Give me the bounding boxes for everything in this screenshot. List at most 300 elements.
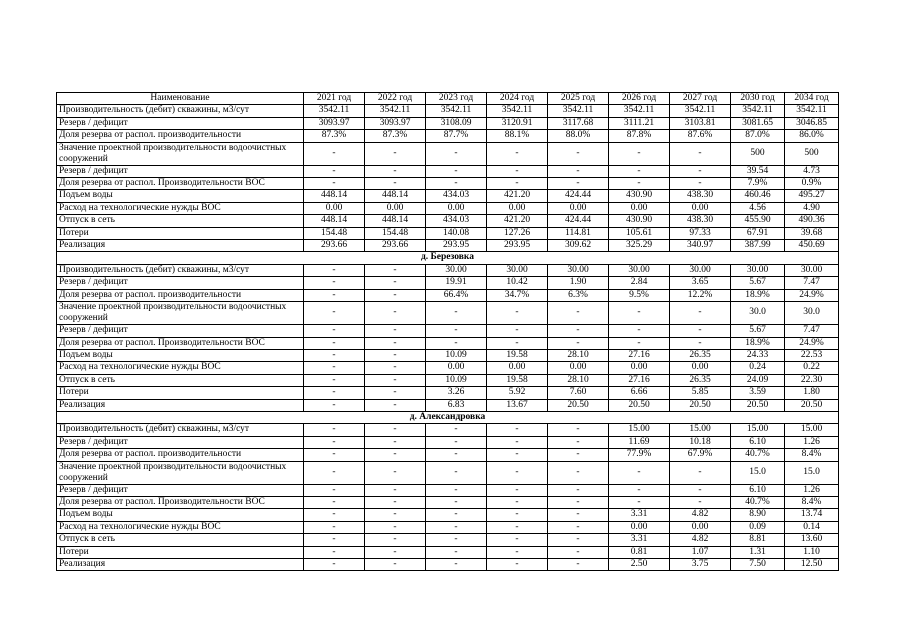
table-cell: 30.00 <box>609 264 670 276</box>
table-cell: - <box>365 277 426 289</box>
row-label: Доля резерва от распол. Производительности ВОС <box>57 337 304 349</box>
table-cell: - <box>548 325 609 337</box>
table-cell: 15.00 <box>609 424 670 436</box>
table-cell: 140.08 <box>426 227 487 239</box>
table-cell: 6.10 <box>731 436 785 448</box>
row-label: Значение проектной производительности водоочистных сооружений <box>57 302 304 325</box>
table-cell: - <box>304 449 365 461</box>
table-cell: 7.60 <box>548 387 609 399</box>
table-cell: - <box>426 424 487 436</box>
table-cell: 30.00 <box>670 264 731 276</box>
table-cell: - <box>670 325 731 337</box>
table-cell: 0.00 <box>487 202 548 214</box>
table-cell: - <box>548 178 609 190</box>
table-cell: 424.44 <box>548 190 609 202</box>
table-cell: 15.0 <box>785 461 839 484</box>
table-cell: 24.09 <box>731 374 785 386</box>
table-cell: 387.99 <box>731 240 785 252</box>
table-cell: - <box>304 559 365 571</box>
table-cell: 13.74 <box>785 509 839 521</box>
table-cell: 455.90 <box>731 215 785 227</box>
table-cell: 8.4% <box>785 449 839 461</box>
row-label: Доля резерва от распол. Производительности ВОС <box>57 496 304 508</box>
table-cell: 5.85 <box>670 387 731 399</box>
table-cell: 438.30 <box>670 190 731 202</box>
table-row <box>57 202 839 214</box>
table-cell: - <box>548 302 609 325</box>
table-cell: 30.00 <box>548 264 609 276</box>
table-cell: 3.59 <box>731 387 785 399</box>
table-cell: - <box>304 387 365 399</box>
table-cell: 0.00 <box>670 362 731 374</box>
table-cell: 87.7% <box>426 130 487 142</box>
table-cell: - <box>365 337 426 349</box>
row-label: Отпуск в сеть <box>57 374 304 386</box>
row-label: Доля резерва от распол. производительности <box>57 130 304 142</box>
table-cell: 3103.81 <box>670 117 731 129</box>
table-cell: 460.46 <box>731 190 785 202</box>
table-cell: 3093.97 <box>365 117 426 129</box>
table-cell: 5.67 <box>731 277 785 289</box>
table-cell: 0.00 <box>609 521 670 533</box>
table-cell: 430.90 <box>609 190 670 202</box>
table-cell: 28.10 <box>548 374 609 386</box>
table-cell: - <box>609 325 670 337</box>
table-cell: - <box>365 142 426 165</box>
row-label: Резерв / дефицит <box>57 484 304 496</box>
table-cell: 490.36 <box>785 215 839 227</box>
table-cell: 30.00 <box>731 264 785 276</box>
table-cell: 27.16 <box>609 374 670 386</box>
table-cell: 22.53 <box>785 349 839 361</box>
table-cell: 6.3% <box>548 289 609 301</box>
table-cell: - <box>304 374 365 386</box>
table-cell: 0.00 <box>609 362 670 374</box>
table-cell: 0.14 <box>785 521 839 533</box>
table-cell: 424.44 <box>548 215 609 227</box>
table-cell: - <box>548 534 609 546</box>
table-cell: 7.47 <box>785 325 839 337</box>
table-cell: 3542.11 <box>670 105 731 117</box>
table-cell: 421.20 <box>487 215 548 227</box>
table-cell: 86.0% <box>785 130 839 142</box>
table-row <box>57 362 839 374</box>
table-cell: - <box>426 337 487 349</box>
header-year: 2027 год <box>670 93 731 105</box>
row-label: Реализация <box>57 559 304 571</box>
table-cell: 39.68 <box>785 227 839 239</box>
table-cell: - <box>365 521 426 533</box>
table-cell: - <box>487 509 548 521</box>
table-cell: - <box>670 142 731 165</box>
table-cell: 105.61 <box>609 227 670 239</box>
table-cell: - <box>487 546 548 558</box>
table-cell: - <box>548 424 609 436</box>
table-cell: 39.54 <box>731 165 785 177</box>
table-cell: - <box>304 399 365 411</box>
table-cell: 10.09 <box>426 374 487 386</box>
table-cell: 309.62 <box>548 240 609 252</box>
table-cell: - <box>670 337 731 349</box>
table-cell: 3542.11 <box>426 105 487 117</box>
table-row <box>57 546 839 558</box>
table-cell: 9.5% <box>609 289 670 301</box>
table-cell: - <box>548 509 609 521</box>
header-year: 2030 год <box>731 93 785 105</box>
table-cell: 26.35 <box>670 349 731 361</box>
table-row <box>57 142 839 165</box>
table-cell: 3.65 <box>670 277 731 289</box>
table-cell: 8.90 <box>731 509 785 521</box>
table-cell: - <box>365 362 426 374</box>
table-cell: 87.3% <box>304 130 365 142</box>
table-row <box>57 325 839 337</box>
table-cell: - <box>304 436 365 448</box>
table-cell: 3093.97 <box>304 117 365 129</box>
table-cell: 18.9% <box>731 337 785 349</box>
header-row <box>57 93 839 105</box>
table-body <box>57 105 839 571</box>
table-cell: - <box>426 436 487 448</box>
table-cell: 154.48 <box>304 227 365 239</box>
header-year: 2034 год <box>785 93 839 105</box>
table-cell: 448.14 <box>304 215 365 227</box>
table-cell: - <box>487 178 548 190</box>
table-cell: 448.14 <box>304 190 365 202</box>
table-cell: 8.81 <box>731 534 785 546</box>
table-row <box>57 387 839 399</box>
table-cell: 1.31 <box>731 546 785 558</box>
table-cell: 19.58 <box>487 374 548 386</box>
table-cell: 20.50 <box>731 399 785 411</box>
table-cell: - <box>365 165 426 177</box>
table-cell: - <box>365 436 426 448</box>
table-cell: - <box>304 337 365 349</box>
table-row <box>57 436 839 448</box>
table-cell: - <box>670 178 731 190</box>
table-cell: 500 <box>785 142 839 165</box>
table-cell: - <box>365 289 426 301</box>
table-cell: 87.6% <box>670 130 731 142</box>
table-row <box>57 227 839 239</box>
table-cell: - <box>365 449 426 461</box>
table-cell: 0.00 <box>426 202 487 214</box>
header-year: 2022 год <box>365 93 426 105</box>
table-cell: 0.81 <box>609 546 670 558</box>
row-label: Расход на технологические нужды ВОС <box>57 362 304 374</box>
table-cell: 0.24 <box>731 362 785 374</box>
table-cell: 2.84 <box>609 277 670 289</box>
table-cell: - <box>548 521 609 533</box>
table-cell: 97.33 <box>670 227 731 239</box>
table-cell: 1.07 <box>670 546 731 558</box>
row-label: Резерв / дефицит <box>57 277 304 289</box>
table-cell: 0.00 <box>304 202 365 214</box>
table-cell: 293.66 <box>304 240 365 252</box>
table-cell: - <box>548 449 609 461</box>
table-row <box>57 399 839 411</box>
table-cell: - <box>304 509 365 521</box>
section-header-row <box>57 411 839 423</box>
table-cell: - <box>304 165 365 177</box>
table-row <box>57 215 839 227</box>
table-cell: - <box>487 165 548 177</box>
table-cell: 15.00 <box>670 424 731 436</box>
table-cell: - <box>365 178 426 190</box>
table-cell: 0.00 <box>670 202 731 214</box>
table-cell: - <box>426 484 487 496</box>
table-cell: - <box>426 302 487 325</box>
table-cell: - <box>426 496 487 508</box>
table-cell: 127.26 <box>487 227 548 239</box>
table-cell: 1.10 <box>785 546 839 558</box>
table-cell: 293.95 <box>487 240 548 252</box>
table-cell: - <box>426 509 487 521</box>
row-label: Потери <box>57 227 304 239</box>
table-cell: - <box>548 436 609 448</box>
table-row <box>57 190 839 202</box>
table-cell: - <box>487 521 548 533</box>
table-cell: 87.8% <box>609 130 670 142</box>
row-label: Резерв / дефицит <box>57 325 304 337</box>
table-cell: - <box>609 165 670 177</box>
table-cell: 26.35 <box>670 374 731 386</box>
table-cell: 5.67 <box>731 325 785 337</box>
table-cell: - <box>609 302 670 325</box>
table-cell: - <box>365 546 426 558</box>
table-cell: - <box>426 325 487 337</box>
row-label: Подъем воды <box>57 349 304 361</box>
row-label: Реализация <box>57 240 304 252</box>
table-cell: - <box>609 337 670 349</box>
table-cell: - <box>426 521 487 533</box>
table-cell: 448.14 <box>365 215 426 227</box>
table-cell: - <box>365 461 426 484</box>
table-cell: - <box>487 302 548 325</box>
table-cell: - <box>365 496 426 508</box>
table-cell: - <box>548 559 609 571</box>
table-cell: 13.60 <box>785 534 839 546</box>
table-cell: - <box>304 534 365 546</box>
table-cell: 66.4% <box>426 289 487 301</box>
row-label: Значение проектной производительности водоочистных сооружений <box>57 461 304 484</box>
table-cell: - <box>670 302 731 325</box>
table-cell: 3542.11 <box>304 105 365 117</box>
section-title: д. Александровка <box>57 411 839 423</box>
table-cell: - <box>548 546 609 558</box>
table-cell: 1.26 <box>785 484 839 496</box>
table-cell: - <box>609 178 670 190</box>
table-cell: 0.22 <box>785 362 839 374</box>
table-cell: 0.00 <box>670 521 731 533</box>
table-row <box>57 130 839 142</box>
table-cell: 0.00 <box>365 202 426 214</box>
table-cell: 6.83 <box>426 399 487 411</box>
table-cell: 3.31 <box>609 509 670 521</box>
table-cell: - <box>426 546 487 558</box>
table-cell: 19.58 <box>487 349 548 361</box>
table-cell: - <box>426 449 487 461</box>
table-cell: 293.95 <box>426 240 487 252</box>
row-label: Резерв / дефицит <box>57 436 304 448</box>
table-cell: - <box>365 387 426 399</box>
table-cell: 0.9% <box>785 178 839 190</box>
table-cell: - <box>426 165 487 177</box>
table-cell: 154.48 <box>365 227 426 239</box>
row-label: Производительность (дебит) скважины, м3/сут <box>57 424 304 436</box>
table-cell: - <box>426 142 487 165</box>
table-cell: - <box>365 302 426 325</box>
table-cell: 0.09 <box>731 521 785 533</box>
section-title: д. Березовка <box>57 252 839 264</box>
row-label: Расход на технологические нужды ВОС <box>57 521 304 533</box>
table-row <box>57 559 839 571</box>
table-cell: 30.0 <box>731 302 785 325</box>
table-cell: - <box>304 496 365 508</box>
table-cell: - <box>548 461 609 484</box>
table-cell: - <box>487 484 548 496</box>
table-cell: - <box>365 559 426 571</box>
table-row <box>57 484 839 496</box>
table-cell: 20.50 <box>609 399 670 411</box>
table-cell: - <box>487 461 548 484</box>
table-cell: 0.00 <box>548 362 609 374</box>
table-cell: 40.7% <box>731 449 785 461</box>
table-cell: - <box>426 178 487 190</box>
table-cell: 7.9% <box>731 178 785 190</box>
table-cell: 20.50 <box>670 399 731 411</box>
table-cell: - <box>365 424 426 436</box>
table-cell: - <box>304 142 365 165</box>
table-cell: 15.00 <box>785 424 839 436</box>
table-cell: 18.9% <box>731 289 785 301</box>
table-cell: 293.66 <box>365 240 426 252</box>
table-cell: 15.00 <box>731 424 785 436</box>
table-cell: 4.82 <box>670 534 731 546</box>
table-cell: - <box>304 546 365 558</box>
table-cell: - <box>304 302 365 325</box>
table-cell: 3.31 <box>609 534 670 546</box>
table-cell: - <box>365 325 426 337</box>
table-cell: 114.81 <box>548 227 609 239</box>
table-cell: - <box>365 509 426 521</box>
table-cell: - <box>487 449 548 461</box>
table-cell: 3542.11 <box>548 105 609 117</box>
table-cell: 15.0 <box>731 461 785 484</box>
table-cell: 5.92 <box>487 387 548 399</box>
table-cell: 4.56 <box>731 202 785 214</box>
table-cell: 3542.11 <box>609 105 670 117</box>
table-cell: 438.30 <box>670 215 731 227</box>
table-cell: 6.66 <box>609 387 670 399</box>
table-row <box>57 264 839 276</box>
table-cell: 40.7% <box>731 496 785 508</box>
table-cell: - <box>365 399 426 411</box>
row-label: Подъем воды <box>57 190 304 202</box>
table-cell: 0.00 <box>548 202 609 214</box>
table-cell: - <box>426 461 487 484</box>
table-cell: - <box>304 264 365 276</box>
table-cell: - <box>304 461 365 484</box>
table-cell: - <box>365 349 426 361</box>
table-cell: 24.33 <box>731 349 785 361</box>
table-cell: 10.09 <box>426 349 487 361</box>
table-cell: 67.91 <box>731 227 785 239</box>
table-cell: - <box>365 374 426 386</box>
table-row <box>57 337 839 349</box>
table-cell: - <box>304 277 365 289</box>
table-cell: 7.47 <box>785 277 839 289</box>
table-cell: 3117.68 <box>548 117 609 129</box>
table-cell: 19.91 <box>426 277 487 289</box>
table-row <box>57 240 839 252</box>
table-cell: 0.00 <box>487 362 548 374</box>
table-cell: - <box>304 289 365 301</box>
table-cell: 8.4% <box>785 496 839 508</box>
table-cell: - <box>304 362 365 374</box>
table-cell: 421.20 <box>487 190 548 202</box>
row-label: Расход на технологические нужды ВОС <box>57 202 304 214</box>
table-cell: 7.50 <box>731 559 785 571</box>
table-cell: 30.00 <box>426 264 487 276</box>
table-cell: 87.0% <box>731 130 785 142</box>
table-cell: 30.00 <box>487 264 548 276</box>
table-row <box>57 534 839 546</box>
table-cell: 430.90 <box>609 215 670 227</box>
table-cell: - <box>426 559 487 571</box>
table-cell: - <box>487 337 548 349</box>
table-cell: 3542.11 <box>365 105 426 117</box>
table-cell: 12.50 <box>785 559 839 571</box>
table-cell: - <box>487 325 548 337</box>
table-cell: 12.2% <box>670 289 731 301</box>
table-cell: 340.97 <box>670 240 731 252</box>
table-cell: - <box>609 484 670 496</box>
table-row <box>57 374 839 386</box>
table-row <box>57 117 839 129</box>
row-label: Резерв / дефицит <box>57 117 304 129</box>
row-label: Потери <box>57 387 304 399</box>
table-cell: - <box>548 165 609 177</box>
table-cell: - <box>548 142 609 165</box>
table-cell: 1.26 <box>785 436 839 448</box>
table-cell: 20.50 <box>548 399 609 411</box>
table-cell: 30.0 <box>785 302 839 325</box>
row-label: Доля резерва от распол. производительности <box>57 449 304 461</box>
table-cell: 13.67 <box>487 399 548 411</box>
table-cell: 10.42 <box>487 277 548 289</box>
table-cell: 4.73 <box>785 165 839 177</box>
table-row <box>57 178 839 190</box>
table-row <box>57 349 839 361</box>
table-cell: 3542.11 <box>731 105 785 117</box>
table-row <box>57 521 839 533</box>
header-year: 2021 год <box>304 93 365 105</box>
table-cell: 3108.09 <box>426 117 487 129</box>
table-cell: - <box>609 496 670 508</box>
table-cell: - <box>670 165 731 177</box>
header-year: 2026 год <box>609 93 670 105</box>
table-cell: 3.75 <box>670 559 731 571</box>
table-cell: - <box>609 461 670 484</box>
table-cell: - <box>487 559 548 571</box>
table-cell: 3046.85 <box>785 117 839 129</box>
table-row <box>57 289 839 301</box>
table-row <box>57 461 839 484</box>
table-cell: - <box>670 496 731 508</box>
table-cell: 4.90 <box>785 202 839 214</box>
water-balance-table <box>56 92 839 571</box>
